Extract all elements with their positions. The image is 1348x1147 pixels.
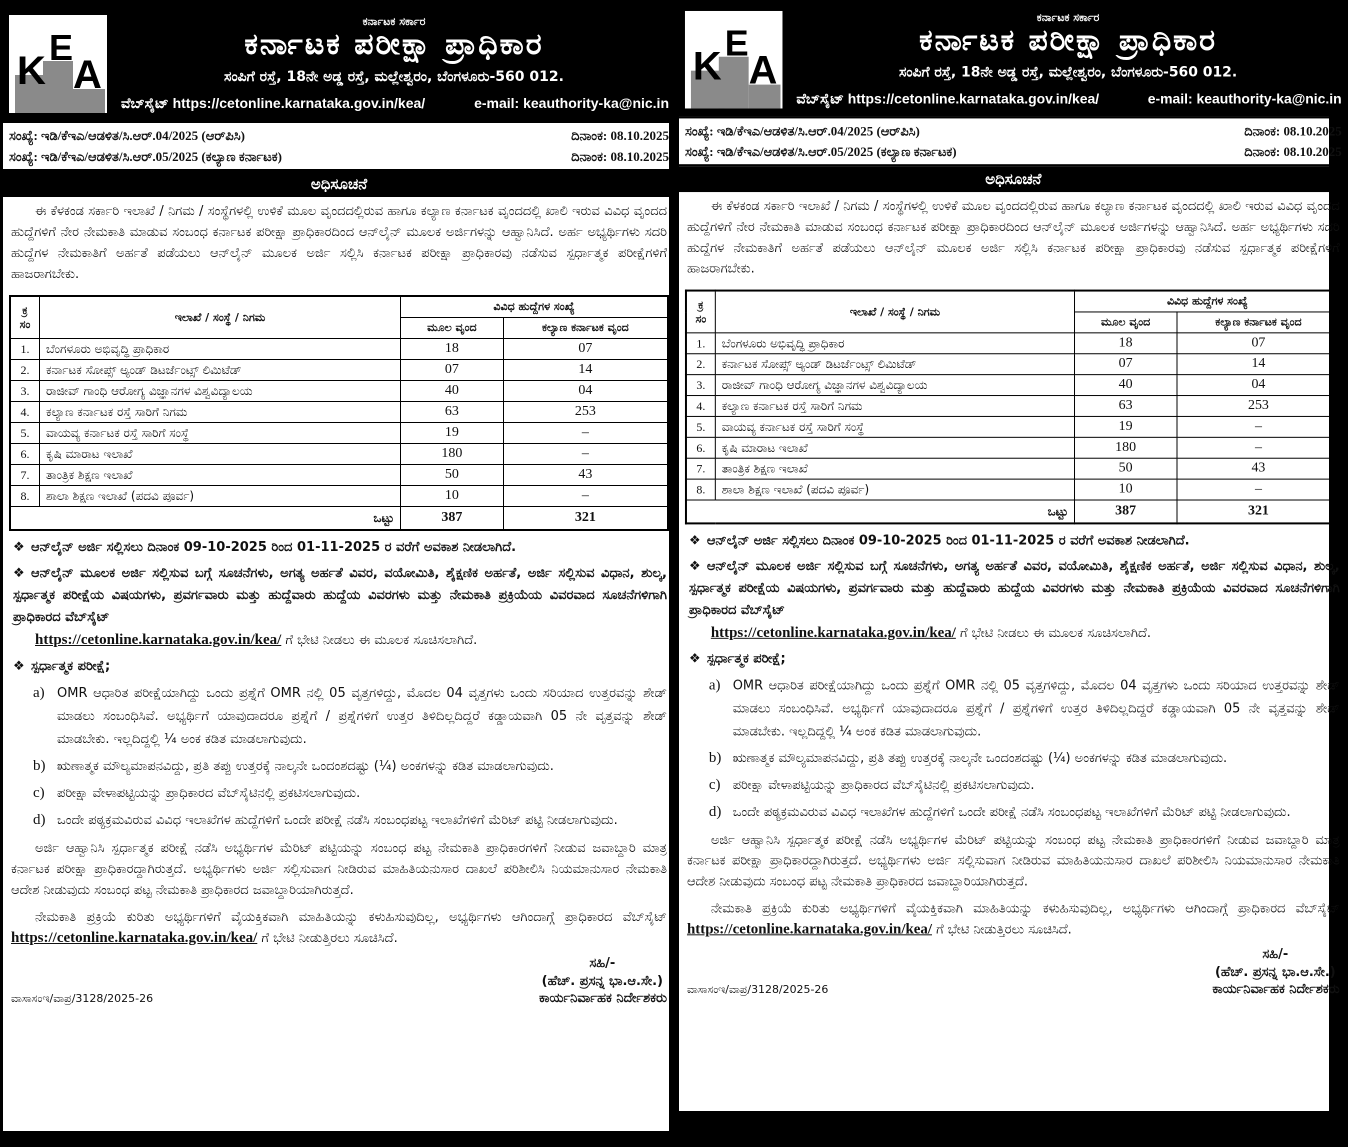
row-kk-count: 04 — [1177, 375, 1341, 396]
row-department: ಬೆಂಗಳೂರು ಅಭಿವೃದ್ಧಿ ಪ್ರಾಧಿಕಾರ — [40, 339, 401, 360]
table-row — [686, 458, 1341, 479]
exam-point: b) ಋಣಾತ್ಮಕ ಮೌಲ್ಯಮಾಪನವಿದ್ದು, ಪ್ರತಿ ತಪ್ಪು ಉತ್ತರಕ್ಕೆ ನಾಲ್ಕನೇ ಒಂದಂಶದಷ್ಟು (¼) ಅಂಕಗಳನ್ನು ಕಡಿತ ಮಾಡಲಾಗುವುದು. — [33, 758, 554, 774]
authority-address: ಸಂಪಿಗೆ ರಸ್ತೆ, 18ನೇ ಅಡ್ಡ ರಸ್ತೆ, ಮಲ್ಲೇಶ್ವರಂ, ಬೆಂಗಳೂರು-560 012. — [224, 69, 564, 85]
letterhead — [3, 9, 675, 121]
reference-date: ದಿನಾಂಕ: 08.10.2025 — [571, 128, 669, 143]
reference-date: ದಿನಾಂಕ: 08.10.2025 — [1244, 123, 1342, 139]
row-department: ಕರ್ನಾಟಕ ಸೋಪ್ಸ್ ಅ್ಯಂಡ್ ಡಿಟರ್ಜೆಂಟ್ಸ್ ಲಿಮಿಟೆಡ್ — [40, 360, 401, 381]
table-total-row — [10, 507, 668, 531]
website-paragraph: ನೇಮಕಾತಿ ಪ್ರಕ್ರಿಯೆ ಕುರಿತು ಅಭ್ಯರ್ಥಿಗಳಿಗೆ ವೈಯಕ್ತಿಕವಾಗಿ ಮಾಹಿತಿಯನ್ನು ಕಳುಹಿಸುವುದಿಲ್ಲ, ಅಭ್ಯರ್ಥಿಗಳು ಆಗಿಂದಾಗ್ಗೆ ಪ್ರಾಧಿಕಾರದ ವೆಬ್‌ಸೈಟ್ https://cetonline.karnataka.gov.in/kea/ ಗೆ ಭೇಟಿ ನೀಡುತ್ತಿರಲು ಸೂಚಿಸಿದೆ. — [686, 901, 1340, 938]
total-label: ಒಟ್ಟು — [10, 507, 401, 531]
authority-title: ಕರ್ನಾಟಕ ಪರೀಕ್ಷಾ ಪ್ರಾಧಿಕಾರ — [244, 27, 544, 62]
notice-copy-right — [676, 2, 1342, 1114]
bullet-application-dates: ❖ ಆನ್‌ಲೈನ್ ಅರ್ಜಿ ಸಲ್ಲಿಸಲು ದಿನಾಂಕ 09-10-2025 ರಿಂದ 01-11-2025 ರ ವರೆಗೆ ಅವಕಾಶ ನೀಡಲಾಗಿದೆ. — [679, 528, 1348, 554]
col-main-cadre: ಮೂಲ ವೃಂದ — [401, 318, 504, 339]
intro-paragraph: ಈ ಕೆಳಕಂಡ ಸರ್ಕಾರಿ ಇಲಾಖೆ / ನಿಗಮ / ಸಂಸ್ಥೆಗಳಲ್ಲಿ ಉಳಿಕೆ ಮೂಲ ವೃಂದದಲ್ಲಿರುವ ಹಾಗೂ ಕಲ್ಯಾಣ ಕರ್ನಾಟಕ ವೃಂದದಲ್ಲಿ ಖಾಲಿ ಇರುವ ವಿವಿಧ ವೃಂದದ ಹುದ್ದೆಗಳಿಗೆ ನೇರ ನೇಮಕಾತಿ ಮಾಡುವ ಸಂಬಂಧ ಕರ್ನಾಟಕ ಪರೀಕ್ಷಾ ಪ್ರಾಧಿಕಾರದಿಂದ ಆನ್‌ಲೈನ್ ಮೂಲಕ ಅರ್ಜಿಗಳನ್ನು ಆಹ್ವಾನಿಸಿದೆ. ಅರ್ಹ ಅಭ್ಯರ್ಥಿಗಳು ಸದರಿ ಹುದ್ದೆಗಳ ನೇಮಕಾತಿಗೆ ಅರ್ಹತೆ ಪಡೆಯಲು ಆನ್‌ಲೈನ್ ಮೂಲಕ ಅರ್ಜಿ ಸಲ್ಲಿಸಿ ಕರ್ನಾಟಕ ಪರೀಕ್ಷಾ ಪ್ರಾಧಿಕಾರವು ನಡೆಸುವ ಸ್ಪರ್ಧಾತ್ಮಕ ಪರೀಕ್ಷೆಗಳಿಗೆ ಹಾಜರಾಗಬೇಕು. — [686, 199, 1340, 277]
row-sn: 8. — [686, 479, 715, 500]
table-row — [686, 479, 1341, 500]
table-row — [686, 354, 1341, 375]
reference-date: ದಿನಾಂಕ: 08.10.2025 — [571, 149, 669, 164]
row-sn: 3. — [10, 381, 40, 402]
contact-line — [121, 95, 669, 112]
contact-line — [796, 91, 1341, 108]
table-row — [10, 402, 668, 423]
kea-logo: K E A — [685, 11, 783, 109]
row-kk-count: 43 — [1177, 458, 1341, 479]
table-row — [10, 486, 668, 507]
reference-number: ಸಂಖ್ಯೆ: ಇಡಿ/ಕೆಇಎ/ಆಡಳಿತ/ಸಿ.ಆರ್.05/2025 (ಕಲ್ಯಾಣ ಕರ್ನಾಟಕ) — [9, 149, 282, 164]
table-row — [686, 416, 1341, 437]
row-kk-count: – — [503, 486, 668, 507]
row-department: ವಾಯವ್ಯ ಕರ್ನಾಟಕ ರಸ್ತೆ ಸಾರಿಗೆ ಸಂಸ್ಥೆ — [715, 416, 1074, 437]
kea-logo: K E A — [9, 15, 107, 113]
row-department: ಕೃಷಿ ಮಾರಾಟ ಇಲಾಖೆ — [715, 437, 1074, 458]
bullet-instructions: ❖ ಆನ್‌ಲೈನ್ ಮೂಲಕ ಅರ್ಜಿ ಸಲ್ಲಿಸುವ ಬಗ್ಗೆ ಸೂಚನೆಗಳು, ಅಗತ್ಯ ಅರ್ಹತೆ ವಿವರ, ವಯೋಮಿತಿ, ಶೈಕ್ಷಣಿಕ ಅರ್ಹತೆ, ಅರ್ಜಿ ಸಲ್ಲಿಸುವ ವಿಧಾನ, ಶುಲ್ಕ, ಸ್ಪರ್ಧಾತ್ಮಕ ಪರೀಕ್ಷೆಯ ವಿಷಯಗಳು, ಪ್ರವರ್ಗವಾರು ಮತ್ತು ಹುದ್ದೆವಾರು ಹುದ್ದೆಯ ವಿವರಗಳು ಮತ್ತು ನೇಮಕಾತಿ ಪ್ರಕ್ರಿಯೆಯ ವಿವರವಾದ ಸೂಚನೆಗಳಿಗಾಗಿ ಪ್ರಾಧಿಕಾರದ ವೆಬ್‌ಸೈಟ್ https://cetonline.karnataka.gov.in/kea/ ಗೆ ಭೇಟಿ ನೀಡಲು ಈ ಮೂಲಕ ಸೂಚಿಸಲಾಗಿದೆ. — [679, 554, 1348, 647]
row-kk-count: 07 — [503, 339, 668, 360]
row-kk-count: 04 — [503, 381, 668, 402]
bullet-application-dates: ❖ ಆನ್‌ಲೈನ್ ಅರ್ಜಿ ಸಲ್ಲಿಸಲು ದಿನಾಂಕ 09-10-2025 ರಿಂದ 01-11-2025 ರ ವರೆಗೆ ಅವಕಾಶ ನೀಡಲಾಗಿದೆ. — [3, 535, 675, 561]
row-department: ಕೃಷಿ ಮಾರಾಟ ಇಲಾಖೆ — [40, 444, 401, 465]
website-link[interactable]: https://cetonline.karnataka.gov.in/kea/ — [11, 930, 258, 946]
notice-body — [3, 9, 675, 1006]
diamond-bullet-icon: ❖ — [688, 651, 701, 667]
row-department: ಕರ್ನಾಟಕ ಸೋಪ್ಸ್ ಅ್ಯಂಡ್ ಡಿಟರ್ಜೆಂಟ್ಸ್ ಲಿಮಿಟೆಡ್ — [715, 354, 1074, 375]
row-kk-count: 43 — [503, 465, 668, 486]
reference-numbers — [3, 121, 675, 171]
row-department: ಶಾಲಾ ಶಿಕ್ಷಣ ಇಲಾಖೆ (ಪದವಿ ಪೂರ್ವ) — [40, 486, 401, 507]
row-main-count: 63 — [1075, 396, 1177, 417]
col-sn: ಕ್ರ ಸಂ — [10, 296, 40, 339]
exam-point: c) ಪರೀಕ್ಷಾ ವೇಳಾಪಟ್ಟಿಯನ್ನು ಪ್ರಾಧಿಕಾರದ ವೆಬ್‌ಸೈಟಿನಲ್ಲಿ ಪ್ರಕಟಿಸಲಾಗುವುದು. — [33, 785, 361, 801]
reference-number: ಸಂಖ್ಯೆ: ಇಡಿ/ಕೆಇಎ/ಆಡಳಿತ/ಸಿ.ಆರ್.04/2025 (ಆರ್‌ಪಿಸಿ) — [684, 123, 920, 139]
row-main-count: 180 — [1075, 437, 1177, 458]
diamond-bullet-icon: ❖ — [13, 659, 25, 674]
exam-point: d) ಒಂದೇ ಪಠ್ಯಕ್ರಮವಿರುವ ವಿವಿಧ ಇಲಾಖೆಗಳ ಹುದ್ದೆಗಳಿಗೆ ಒಂದೇ ಪರೀಕ್ಷೆ ನಡೆಸಿ ಸಂಬಂಧಪಟ್ಟ ಇಲಾಖೆಗಳಿಗೆ ಮೆರಿಟ್ ಪಟ್ಟಿ ನೀಡಲಾಗುವುದು. — [708, 803, 1291, 820]
table-row — [10, 444, 668, 465]
row-main-count: 19 — [1075, 416, 1177, 437]
row-sn: 7. — [686, 458, 715, 479]
diamond-bullet-icon: ❖ — [13, 566, 25, 581]
website-link[interactable]: https://cetonline.karnataka.gov.in/kea/ — [710, 624, 956, 641]
row-sn: 6. — [10, 444, 40, 465]
notice-title: ಅಧಿಸೂಚನೆ — [3, 171, 675, 197]
reference-date: ದಿನಾಂಕ: 08.10.2025 — [1244, 144, 1342, 160]
row-main-count: 180 — [401, 444, 504, 465]
col-kk-cadre: ಕಲ್ಯಾಣ ಕರ್ನಾಟಕ ವೃಂದ — [503, 318, 668, 339]
exam-point: c) ಪರೀಕ್ಷಾ ವೇಳಾಪಟ್ಟಿಯನ್ನು ಪ್ರಾಧಿಕಾರದ ವೆಬ್‌ಸೈಟಿನಲ್ಲಿ ಪ್ರಕಟಿಸಲಾಗುವುದು. — [708, 777, 1035, 794]
row-kk-count: 14 — [503, 360, 668, 381]
row-sn: 2. — [686, 354, 715, 375]
row-department: ತಾಂತ್ರಿಕ ಶಿಕ್ಷಣ ಇಲಾಖೆ — [40, 465, 401, 486]
row-sn: 3. — [686, 375, 715, 396]
row-kk-count: 253 — [1177, 396, 1341, 417]
col-posts-group: ವಿವಿಧ ಹುದ್ದೆಗಳ ಸಂಖ್ಯೆ — [1075, 291, 1341, 312]
total-label: ಒಟ್ಟು — [686, 500, 1075, 523]
total-kk: 321 — [1177, 500, 1341, 523]
row-main-count: 10 — [1075, 479, 1177, 500]
exam-point: a) OMR ಆಧಾರಿತ ಪರೀಕ್ಷೆಯಾಗಿದ್ದು ಒಂದು ಪ್ರಶ್ನೆಗೆ OMR ನಲ್ಲಿ 05 ವೃತ್ತಗಳಿದ್ದು, ಮೊದಲ 04 ವೃತ್ತಗಳು ಒಂದು ಸರಿಯಾದ ಉತ್ತರವನ್ನು ಶೇಡ್ ಮಾಡಲು ಸಂಬಂಧಿಸಿವೆ. ಅಭ್ಯರ್ಥಿಗೆ ಯಾವುದಾದರೂ ಪ್ರಶ್ನೆಗೆ / ಪ್ರಶ್ನೆಗಳಿಗೆ ಉತ್ತರ ತಿಳಿದಿಲ್ಲದಿದ್ದರೆ ಕಡ್ಡಾಯವಾಗಿ 05 ನೇ ವೃತ್ತವನ್ನು ಶೇಡ್ ಮಾಡಬೇಕು. ಇಲ್ಲದಿದ್ದಲ್ಲಿ ¼ ಅಂಕ ಕಡಿತ ಮಾಡಲಾಗುವುದು. — [708, 677, 1340, 740]
col-main-cadre: ಮೂಲ ವೃಂದ — [1075, 312, 1177, 333]
row-department: ಕಲ್ಯಾಣ ಕರ್ನಾಟಕ ರಸ್ತೆ ಸಾರಿಗೆ ನಿಗಮ — [715, 396, 1074, 417]
table-row — [10, 423, 668, 444]
signature-sd: ಸಹಿ/- — [589, 956, 616, 971]
bullet-competitive-exam: ❖ ಸ್ಪರ್ಧಾತ್ಮಕ ಪರೀಕ್ಷೆ; — [679, 647, 1348, 673]
reference-numbers — [679, 116, 1348, 166]
bullet-competitive-exam: ❖ ಸ್ಪರ್ಧಾತ್ಮಕ ಪರೀಕ್ಷೆ; — [3, 654, 675, 680]
diamond-bullet-icon: ❖ — [688, 559, 701, 575]
footer-reference: ವಾಸಾಸಂಇ/ವಾಪ್ರ/3128/2025-26 — [686, 983, 829, 997]
row-kk-count: 253 — [503, 402, 668, 423]
row-department: ಕಲ್ಯಾಣ ಕರ್ನಾಟಕ ರಸ್ತೆ ಸಾರಿಗೆ ನಿಗಮ — [40, 402, 401, 423]
government-label: ಕರ್ನಾಟಕ ಸರ್ಕಾರ — [1036, 10, 1100, 24]
table-row — [10, 360, 668, 381]
vacancy-table — [685, 290, 1342, 525]
reference-number: ಸಂಖ್ಯೆ: ಇಡಿ/ಕೆಇಎ/ಆಡಳಿತ/ಸಿ.ಆರ್.04/2025 (ಆರ್‌ಪಿಸಿ) — [9, 128, 245, 143]
signatory-designation: ಕಾರ್ಯನಿರ್ವಾಹಕ ನಿರ್ದೇಶಕರು — [539, 991, 667, 1006]
row-main-count: 18 — [1075, 333, 1177, 354]
row-main-count: 10 — [401, 486, 504, 507]
exam-point: d) ಒಂದೇ ಪಠ್ಯಕ್ರಮವಿರುವ ವಿವಿಧ ಇಲಾಖೆಗಳ ಹುದ್ದೆಗಳಿಗೆ ಒಂದೇ ಪರೀಕ್ಷೆ ನಡೆಸಿ ಸಂಬಂಧಪಟ್ಟ ಇಲಾಖೆಗಳಿಗೆ ಮೆರಿಟ್ ಪಟ್ಟಿ ನೀಡಲಾಗುವುದು. — [33, 812, 618, 828]
row-department: ರಾಜೀವ್ ಗಾಂಧಿ ಆರೋಗ್ಯ ವಿಜ್ಞಾನಗಳ ವಿಶ್ವವಿದ್ಯಾಲಯ — [715, 375, 1074, 396]
notice-title: ಅಧಿಸೂಚನೆ — [679, 166, 1348, 192]
row-kk-count: – — [1177, 416, 1341, 437]
col-department: ಇಲಾಖೆ / ಸಂಸ್ಥೆ / ನಿಗಮ — [40, 296, 401, 339]
row-sn: 6. — [686, 437, 715, 458]
exam-point: b) ಋಣಾತ್ಮಕ ಮೌಲ್ಯಮಾಪನವಿದ್ದು, ಪ್ರತಿ ತಪ್ಪು ಉತ್ತರಕ್ಕೆ ನಾಲ್ಕನೇ ಒಂದಂಶದಷ್ಟು (¼) ಅಂಕಗಳನ್ನು ಕಡಿತ ಮಾಡಲಾಗುವುದು. — [708, 750, 1228, 767]
row-kk-count: – — [1177, 437, 1341, 458]
row-main-count: 07 — [1075, 354, 1177, 375]
col-sn: ಕ್ರ ಸಂ — [686, 291, 715, 333]
reference-number: ಸಂಖ್ಯೆ: ಇಡಿ/ಕೆಇಎ/ಆಡಳಿತ/ಸಿ.ಆರ್.05/2025 (ಕಲ್ಯಾಣ ಕರ್ನಾಟಕ) — [684, 144, 957, 160]
row-sn: 5. — [686, 416, 715, 437]
table-row — [10, 339, 668, 360]
letterhead — [679, 5, 1348, 116]
table-row — [686, 437, 1341, 458]
notice-copy-left — [0, 6, 672, 1134]
table-row — [10, 381, 668, 402]
website-paragraph: ನೇಮಕಾತಿ ಪ್ರಕ್ರಿಯೆ ಕುರಿತು ಅಭ್ಯರ್ಥಿಗಳಿಗೆ ವೈಯಕ್ತಿಕವಾಗಿ ಮಾಹಿತಿಯನ್ನು ಕಳುಹಿಸುವುದಿಲ್ಲ, ಅಭ್ಯರ್ಥಿಗಳು ಆಗಿಂದಾಗ್ಗೆ ಪ್ರಾಧಿಕಾರದ ವೆಬ್‌ಸೈಟ್ https://cetonline.karnataka.gov.in/kea/ ಗೆ ಭೇಟಿ ನೀಡುತ್ತಿರಲು ಸೂಚಿಸಿದೆ. — [11, 910, 667, 946]
intro-paragraph: ಈ ಕೆಳಕಂಡ ಸರ್ಕಾರಿ ಇಲಾಖೆ / ನಿಗಮ / ಸಂಸ್ಥೆಗಳಲ್ಲಿ ಉಳಿಕೆ ಮೂಲ ವೃಂದದಲ್ಲಿರುವ ಹಾಗೂ ಕಲ್ಯಾಣ ಕರ್ನಾಟಕ ವೃಂದದಲ್ಲಿ ಖಾಲಿ ಇರುವ ವಿವಿಧ ವೃಂದದ ಹುದ್ದೆಗಳಿಗೆ ನೇರ ನೇಮಕಾತಿ ಮಾಡುವ ಸಂಬಂಧ ಕರ್ನಾಟಕ ಪರೀಕ್ಷಾ ಪ್ರಾಧಿಕಾರದಿಂದ ಆನ್‌ಲೈನ್ ಮೂಲಕ ಅರ್ಜಿಗಳನ್ನು ಆಹ್ವಾನಿಸಿದೆ. ಅರ್ಹ ಅಭ್ಯರ್ಥಿಗಳು ಸದರಿ ಹುದ್ದೆಗಳ ನೇಮಕಾತಿಗೆ ಅರ್ಹತೆ ಪಡೆಯಲು ಆನ್‌ಲೈನ್ ಮೂಲಕ ಅರ್ಜಿ ಸಲ್ಲಿಸಿ ಕರ್ನಾಟಕ ಪರೀಕ್ಷಾ ಪ್ರಾಧಿಕಾರವು ನಡೆಸುವ ಸ್ಪರ್ಧಾತ್ಮಕ ಪರೀಕ್ಷೆಗಳಿಗೆ ಹಾಜರಾಗಬೇಕು. — [11, 204, 667, 282]
footer-reference: ವಾಸಾಸಂಇ/ವಾಪ್ರ/3128/2025-26 — [11, 992, 154, 1005]
website-link[interactable]: https://cetonline.karnataka.gov.in/kea/ — [847, 90, 1100, 107]
row-kk-count: – — [503, 444, 668, 465]
row-main-count: 40 — [1075, 375, 1177, 396]
col-posts-group: ವಿವಿಧ ಹುದ್ದೆಗಳ ಸಂಖ್ಯೆ — [401, 296, 668, 318]
row-main-count: 63 — [401, 402, 504, 423]
row-department: ತಾಂತ್ರಿಕ ಶಿಕ್ಷಣ ಇಲಾಖೆ — [715, 458, 1074, 479]
signature-sd: ಸಹಿ/- — [1262, 947, 1289, 963]
table-row — [10, 465, 668, 486]
col-kk-cadre: ಕಲ್ಯಾಣ ಕರ್ನಾಟಕ ವೃಂದ — [1177, 312, 1341, 333]
row-sn: 1. — [10, 339, 40, 360]
row-sn: 4. — [686, 396, 715, 417]
responsibility-paragraph: ಅರ್ಜಿ ಆಹ್ವಾನಿಸಿ ಸ್ಪರ್ಧಾತ್ಮಕ ಪರೀಕ್ಷೆ ನಡೆಸಿ ಅಭ್ಯರ್ಥಿಗಳ ಮೆರಿಟ್ ಪಟ್ಟಿಯನ್ನು ಸಂಬಂಧ ಪಟ್ಟ ನೇಮಕಾತಿ ಪ್ರಾಧಿಕಾರಗಳಿಗೆ ನೀಡುವ ಜವಾಬ್ದಾರಿ ಮಾತ್ರ ಕರ್ನಾಟಕ ಪರೀಕ್ಷಾ ಪ್ರಾಧಿಕಾರದ್ದಾಗಿರುತ್ತದೆ. ಅಭ್ಯರ್ಥಿಗಳು ಅರ್ಜಿ ಸಲ್ಲಿಸುವಾಗ ನೀಡಿರುವ ಮಾಹಿತಿಯನುಸಾರ ದಾಖಲೆ ಪರಿಶೀಲಿಸಿ ನಿಯಮಾನುಸಾರ ನೇಮಕಾತಿ ಆದೇಶ ನೀಡುವುದು ಸಂಬಂಧ ಪಟ್ಟ ನೇಮಕಾತಿ ಪ್ರಾಧಿಕಾರದ ಜವಾಬ್ದಾರಿಯಾಗಿರುತ್ತದೆ. — [11, 841, 667, 898]
total-main: 387 — [1075, 500, 1177, 523]
website-link[interactable]: https://cetonline.karnataka.gov.in/kea/ — [35, 632, 282, 648]
signature-block — [679, 946, 1348, 982]
website-link[interactable]: https://cetonline.karnataka.gov.in/kea/ — [686, 921, 933, 938]
responsibility-paragraph: ಅರ್ಜಿ ಆಹ್ವಾನಿಸಿ ಸ್ಪರ್ಧಾತ್ಮಕ ಪರೀಕ್ಷೆ ನಡೆಸಿ ಅಭ್ಯರ್ಥಿಗಳ ಮೆರಿಟ್ ಪಟ್ಟಿಯನ್ನು ಸಂಬಂಧ ಪಟ್ಟ ನೇಮಕಾತಿ ಪ್ರಾಧಿಕಾರಗಳಿಗೆ ನೀಡುವ ಜವಾಬ್ದಾರಿ ಮಾತ್ರ ಕರ್ನಾಟಕ ಪರೀಕ್ಷಾ ಪ್ರಾಧಿಕಾರದ್ದಾಗಿರುತ್ತದೆ. ಅಭ್ಯರ್ಥಿಗಳು ಅರ್ಜಿ ಸಲ್ಲಿಸುವಾಗ ನೀಡಿರುವ ಮಾಹಿತಿಯನುಸಾರ ದಾಖಲೆ ಪರಿಶೀಲಿಸಿ ನಿಯಮಾನುಸಾರ ನೇಮಕಾತಿ ಆದೇಶ ನೀಡುವುದು ಸಂಬಂಧ ಪಟ್ಟ ನೇಮಕಾತಿ ಪ್ರಾಧಿಕಾರದ ಜವಾಬ್ದಾರಿಯಾಗಿರುತ್ತದೆ. — [686, 832, 1340, 890]
signatory-designation: ಕಾರ್ಯನಿರ್ವಾಹಕ ನಿರ್ದೇಶಕರು — [1212, 982, 1340, 998]
row-sn: 1. — [686, 333, 715, 354]
row-department: ಬೆಂಗಳೂರು ಅಭಿವೃದ್ಧಿ ಪ್ರಾಧಿಕಾರ — [715, 333, 1074, 354]
row-sn: 7. — [10, 465, 40, 486]
authority-address: ಸಂಪಿಗೆ ರಸ್ತೆ, 18ನೇ ಅಡ್ಡ ರಸ್ತೆ, ಮಲ್ಲೇಶ್ವರಂ, ಬೆಂಗಳೂರು-560 012. — [898, 64, 1238, 81]
signatory-name: (ಹೆಚ್. ಪ್ರಸನ್ನ ಭಾ.ಆ.ಸೇ.) — [541, 974, 663, 989]
row-sn: 2. — [10, 360, 40, 381]
exam-point: a) OMR ಆಧಾರಿತ ಪರೀಕ್ಷೆಯಾಗಿದ್ದು ಒಂದು ಪ್ರಶ್ನೆಗೆ OMR ನಲ್ಲಿ 05 ವೃತ್ತಗಳಿದ್ದು, ಮೊದಲ 04 ವೃತ್ತಗಳು ಒಂದು ಸರಿಯಾದ ಉತ್ತರವನ್ನು ಶೇಡ್ ಮಾಡಲು ಸಂಬಂಧಿಸಿವೆ. ಅಭ್ಯರ್ಥಿಗೆ ಯಾವುದಾದರೂ ಪ್ರಶ್ನೆಗೆ / ಪ್ರಶ್ನೆಗಳಿಗೆ ಉತ್ತರ ತಿಳಿದಿಲ್ಲದಿದ್ದರೆ ಕಡ್ಡಾಯವಾಗಿ 05 ನೇ ವೃತ್ತವನ್ನು ಶೇಡ್ ಮಾಡಬೇಕು. ಇಲ್ಲದಿದ್ದಲ್ಲಿ ¼ ಅಂಕ ಕಡಿತ ಮಾಡಲಾಗುವುದು. — [33, 685, 667, 747]
email-address[interactable]: e-mail: keauthority-ka@nic.in — [474, 95, 669, 111]
row-department: ವಾಯವ್ಯ ಕರ್ನಾಟಕ ರಸ್ತೆ ಸಾರಿಗೆ ಸಂಸ್ಥೆ — [40, 423, 401, 444]
row-kk-count: 14 — [1177, 354, 1341, 375]
col-department: ಇಲಾಖೆ / ಸಂಸ್ಥೆ / ನಿಗಮ — [715, 291, 1074, 333]
diamond-bullet-icon: ❖ — [688, 533, 701, 549]
row-sn: 5. — [10, 423, 40, 444]
row-sn: 8. — [10, 486, 40, 507]
signature-block — [3, 955, 675, 991]
row-main-count: 19 — [401, 423, 504, 444]
email-address[interactable]: e-mail: keauthority-ka@nic.in — [1147, 90, 1342, 107]
total-kk: 321 — [503, 507, 668, 531]
row-main-count: 50 — [401, 465, 504, 486]
table-row — [686, 375, 1341, 396]
website-label: ವೆಬ್‌ಸೈಟ್ — [796, 90, 844, 107]
row-kk-count: – — [503, 423, 668, 444]
row-main-count: 18 — [401, 339, 504, 360]
bullet-instructions: ❖ ಆನ್‌ಲೈನ್ ಮೂಲಕ ಅರ್ಜಿ ಸಲ್ಲಿಸುವ ಬಗ್ಗೆ ಸೂಚನೆಗಳು, ಅಗತ್ಯ ಅರ್ಹತೆ ವಿವರ, ವಯೋಮಿತಿ, ಶೈಕ್ಷಣಿಕ ಅರ್ಹತೆ, ಅರ್ಜಿ ಸಲ್ಲಿಸುವ ವಿಧಾನ, ಶುಲ್ಕ, ಸ್ಪರ್ಧಾತ್ಮಕ ಪರೀಕ್ಷೆಯ ವಿಷಯಗಳು, ಪ್ರವರ್ಗವಾರು ಮತ್ತು ಹುದ್ದೆವಾರು ಹುದ್ದೆಯ ವಿವರಗಳು ಮತ್ತು ನೇಮಕಾತಿ ಪ್ರಕ್ರಿಯೆಯ ವಿವರವಾದ ಸೂಚನೆಗಳಿಗಾಗಿ ಪ್ರಾಧಿಕಾರದ ವೆಬ್‌ಸೈಟ್ https://cetonline.karnataka.gov.in/kea/ ಗೆ ಭೇಟಿ ನೀಡಲು ಈ ಮೂಲಕ ಸೂಚಿಸಲಾಗಿದೆ. — [3, 561, 675, 654]
vacancy-table — [9, 295, 669, 531]
row-sn: 4. — [10, 402, 40, 423]
authority-title: ಕರ್ನಾಟಕ ಪರೀಕ್ಷಾ ಪ್ರಾಧಿಕಾರ — [919, 22, 1217, 58]
total-main: 387 — [401, 507, 504, 531]
row-main-count: 50 — [1075, 458, 1177, 479]
row-department: ಶಾಲಾ ಶಿಕ್ಷಣ ಇಲಾಖೆ (ಪದವಿ ಪೂರ್ವ) — [715, 479, 1074, 500]
row-kk-count: 07 — [1177, 333, 1341, 354]
row-main-count: 07 — [401, 360, 504, 381]
table-total-row — [686, 500, 1341, 523]
government-label: ಕರ್ನಾಟಕ ಸರ್ಕಾರ — [362, 15, 426, 28]
row-main-count: 40 — [401, 381, 504, 402]
website-label: ವೆಬ್‌ಸೈಟ್ — [121, 95, 169, 111]
row-kk-count: – — [1177, 479, 1341, 500]
table-row — [686, 333, 1341, 354]
table-row — [686, 396, 1341, 417]
diamond-bullet-icon: ❖ — [13, 540, 25, 555]
notice-body — [679, 5, 1348, 997]
row-department: ರಾಜೀವ್ ಗಾಂಧಿ ಆರೋಗ್ಯ ವಿಜ್ಞಾನಗಳ ವಿಶ್ವವಿದ್ಯಾಲಯ — [40, 381, 401, 402]
website-link[interactable]: https://cetonline.karnataka.gov.in/kea/ — [172, 95, 426, 111]
signatory-name: (ಹೆಚ್. ಪ್ರಸನ್ನ ಭಾ.ಆ.ಸೇ.) — [1214, 965, 1336, 981]
